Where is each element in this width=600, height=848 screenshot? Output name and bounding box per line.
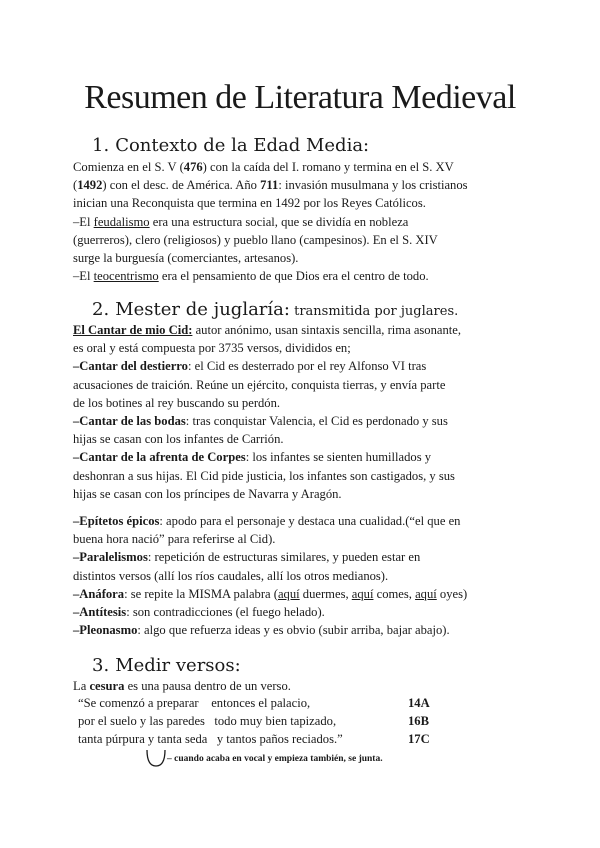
text-line: –El teocentrismo era el pensamiento de que Dios era el centro de todo. <box>73 269 429 284</box>
text-line: deshonran a sus hijas. El Cid pide justicia, los infantes son castigados, y sus <box>73 468 455 483</box>
section-2-subtitle: transmitida por juglares. <box>289 304 459 319</box>
text-line: –Epítetos épicos: apodo para el personaje y destaca una cualidad.(“el que en <box>73 514 461 528</box>
text-line: –El feudalismo era una estructura social, que se dividía en nobleza <box>73 214 409 229</box>
section-3-heading <box>92 656 241 676</box>
section-2-title: Mester de juglaría: <box>115 299 290 320</box>
section-3-body <box>73 677 543 695</box>
text-line: –Paralelismos: repetición de estructuras similares, y pueden estar en <box>73 550 421 565</box>
syllable-count: 17C <box>408 732 430 746</box>
text-line: hijas se casan con los infantes de Carrión. <box>73 432 284 447</box>
text-line: –Anáfora: se repite la MISMA palabra (aquí duermes, aquí comes, aquí oyes) <box>73 586 468 601</box>
syllable-count: 14A <box>408 696 430 710</box>
text-line: –Antítesis: son contradicciones (el fuego helado). <box>73 604 325 619</box>
figures-list <box>73 512 543 639</box>
text-line: inician una Reconquista que termina en 1492 por los Reyes Católicos. <box>73 196 426 211</box>
text-line: La cesura es una pausa dentro de un verso. <box>73 679 291 693</box>
verse-line: “Se comenzó a preparar entonces el palacio, <box>78 696 311 710</box>
synalepha-arc-icon <box>144 748 168 770</box>
text-line: buena hora nació” para referirse al Cid). <box>73 532 276 547</box>
text-line: Comienza en el S. V (476) con la caída del I. romano y termina en el S. XV <box>73 160 454 174</box>
text-line: (1492) con el desc. de América. Año 711: invasión musulmana y los cristianos <box>73 178 468 193</box>
section-2-number: 2. <box>92 299 110 320</box>
synalepha-note: – cuando acaba en vocal y empieza también, se junta. <box>167 754 383 764</box>
text-line: (guerreros), clero (religiosos) y pueblo llano (campesinos). En el S. XIV <box>73 232 438 247</box>
text-line: hijas se casan con los príncipes de Navarra y Aragón. <box>73 486 342 501</box>
text-line: El Cantar de mio Cid: autor anónimo, usan sintaxis sencilla, rima asonante, <box>73 323 462 337</box>
section-2-body <box>73 321 543 503</box>
verse-line: por el suelo y las paredes todo muy bien tapizado, <box>78 714 337 728</box>
text-line: –Pleonasmo: algo que refuerza ideas y es obvio (subir arriba, bajar abajo). <box>73 623 450 638</box>
text-line: es oral y está compuesta por 3735 versos, divididos en; <box>73 341 351 356</box>
section-1-title: Contexto de la Edad Media: <box>115 135 370 156</box>
section-1-number: 1. <box>92 135 110 156</box>
text-line: –Cantar del destierro: el Cid es desterrado por el rey Alfonso VI tras <box>73 359 427 374</box>
text-line: de los botines al rey buscando su perdón. <box>73 395 281 410</box>
text-line: –Cantar de las bodas: tras conquistar Valencia, el Cid es perdonado y sus <box>73 413 448 428</box>
section-3-title: Medir versos: <box>115 655 241 676</box>
verse-line: tanta púrpura y tanta seda y tantos paños reciados.” <box>78 732 343 746</box>
text-line: surge la burguesía (comerciantes, artesanos). <box>73 250 299 265</box>
syllable-count: 16B <box>408 714 429 728</box>
section-2-heading <box>92 300 458 322</box>
page-title: Resumen de Literatura Medieval <box>84 79 516 116</box>
text-line: –Cantar de la afrenta de Corpes: los infantes se sienten humillados y <box>73 450 432 465</box>
text-line: distintos versos (allí los ríos caudales, allí los otros medianos). <box>73 568 389 583</box>
text-line: acusaciones de traición. Reúne un ejército, conquista tierras, y envía parte <box>73 377 446 392</box>
section-3-number: 3. <box>92 655 110 676</box>
section-1-heading <box>92 136 369 156</box>
section-1-body <box>73 158 543 285</box>
